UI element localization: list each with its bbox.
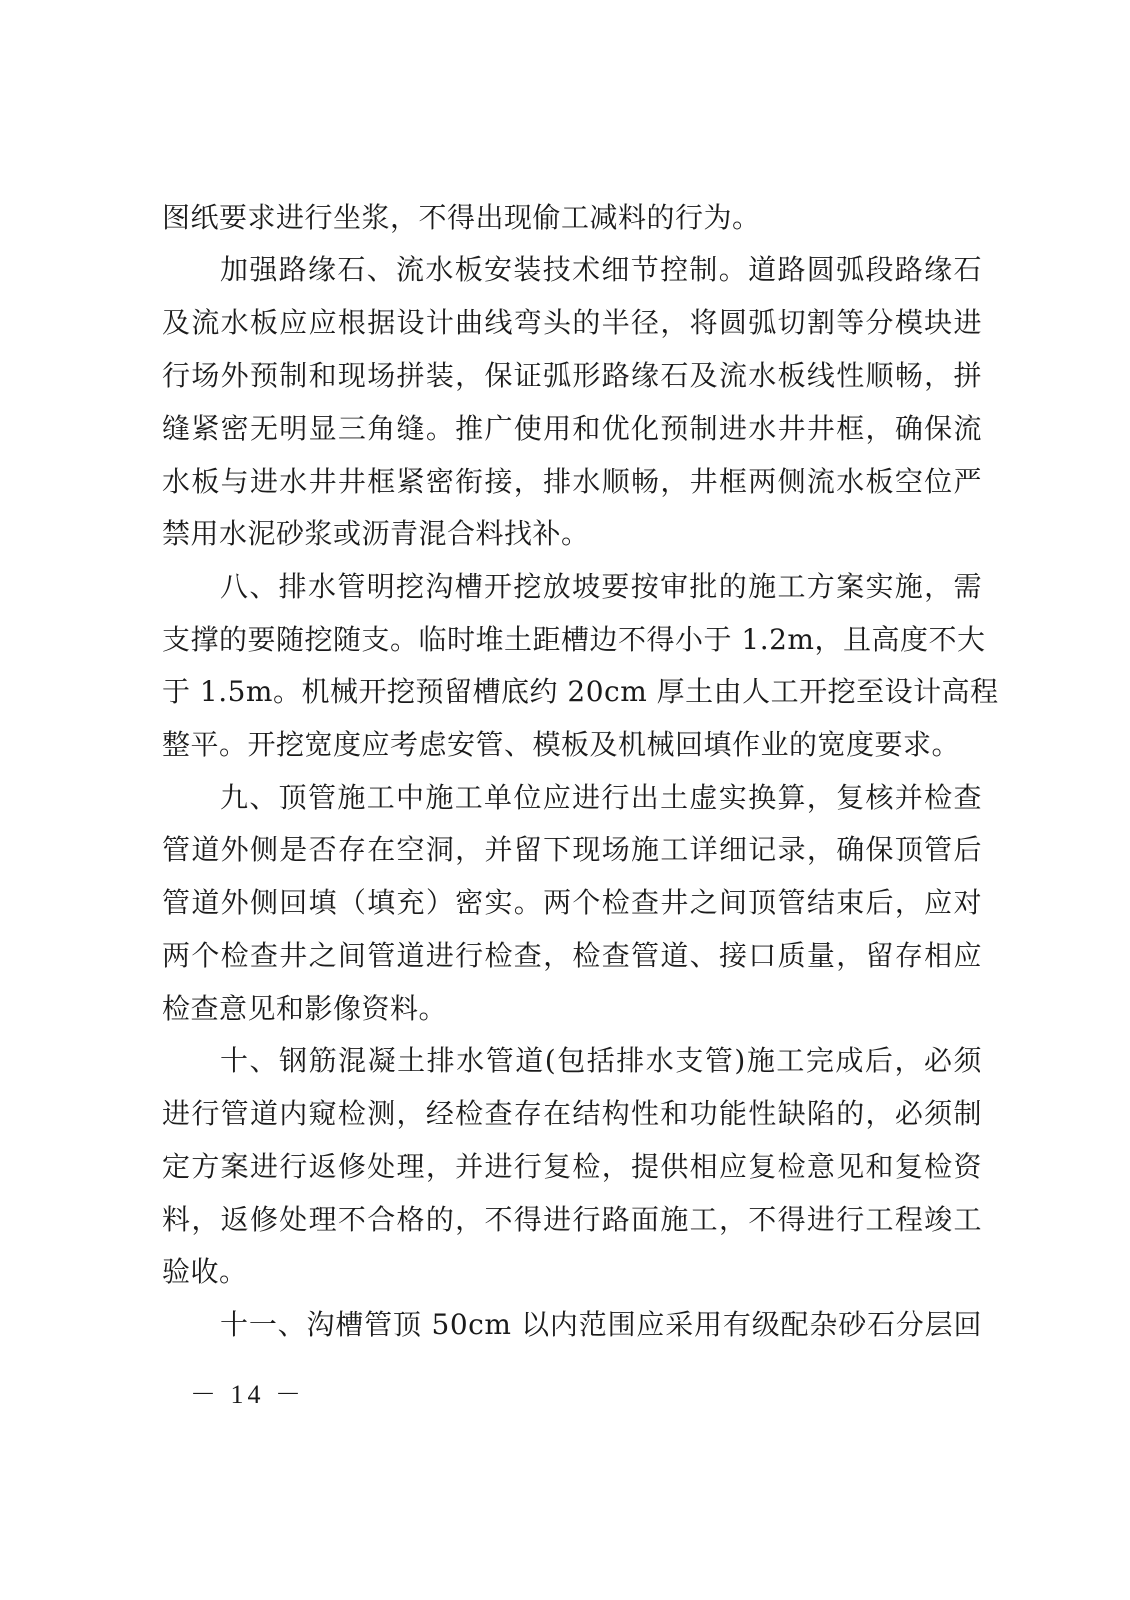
text-line: 图纸要求进行坐浆，不得出现偷工减料的行为。 (162, 201, 761, 234)
text-line: 及流水板应应根据设计曲线弯头的半径，将圆弧切割等分模块进 (162, 306, 982, 339)
paragraph-first-line: 九、顶管施工中施工单位应进行出土虚实换算，复核并检查 (220, 781, 982, 814)
paragraph-first-line: 加强路缘石、流水板安装技术细节控制。道路圆弧段路缘石 (220, 253, 982, 286)
text-line: 行场外预制和现场拼装，保证弧形路缘石及流水板线性顺畅，拼 (162, 359, 982, 392)
text-line: 禁用水泥砂浆或沥青混合料找补。 (162, 517, 590, 550)
text-line: 两个检查井之间管道进行检查，检查管道、接口质量，留存相应 (162, 939, 982, 972)
text-line: 验收。 (162, 1255, 248, 1288)
text-line: 整平。开挖宽度应考虑安管、模板及机械回填作业的宽度要求。 (162, 728, 961, 761)
text-line: 缝紧密无明显三角缝。推广使用和优化预制进水井井框，确保流 (162, 412, 982, 445)
text-line: 检查意见和影像资料。 (162, 992, 448, 1025)
text-line: 定方案进行返修处理，并进行复检，提供相应复检意见和复检资 (162, 1150, 982, 1183)
paragraph-first-line: 十、钢筋混凝土排水管道(包括排水支管)施工完成后，必须 (220, 1044, 982, 1077)
text-line: 进行管道内窥检测，经检查存在结构性和功能性缺陷的，必须制 (162, 1097, 982, 1130)
text-line: 支撑的要随挖随支。临时堆土距槽边不得小于 1.2m，且高度不大 (162, 623, 986, 656)
text-line: 于 1.5m。机械开挖预留槽底约 20cm 厚土由人工开挖至设计高程 (162, 675, 999, 708)
text-line: 料，返修处理不合格的，不得进行路面施工，不得进行工程竣工 (162, 1203, 982, 1236)
paragraph-first-line: 八、排水管明挖沟槽开挖放坡要按审批的施工方案实施，需 (220, 570, 982, 603)
text-line: 管道外侧回填（填充）密实。两个检查井之间顶管结束后，应对 (162, 886, 982, 919)
text-line: 管道外侧是否存在空洞，并留下现场施工详细记录，确保顶管后 (162, 833, 982, 866)
page-number: － 14 － (190, 1380, 306, 1409)
paragraph-first-line: 十一、沟槽管顶 50cm 以内范围应采用有级配杂砂石分层回 (220, 1308, 982, 1341)
text-line: 水板与进水井井框紧密衔接，排水顺畅，井框两侧流水板空位严 (162, 465, 982, 498)
